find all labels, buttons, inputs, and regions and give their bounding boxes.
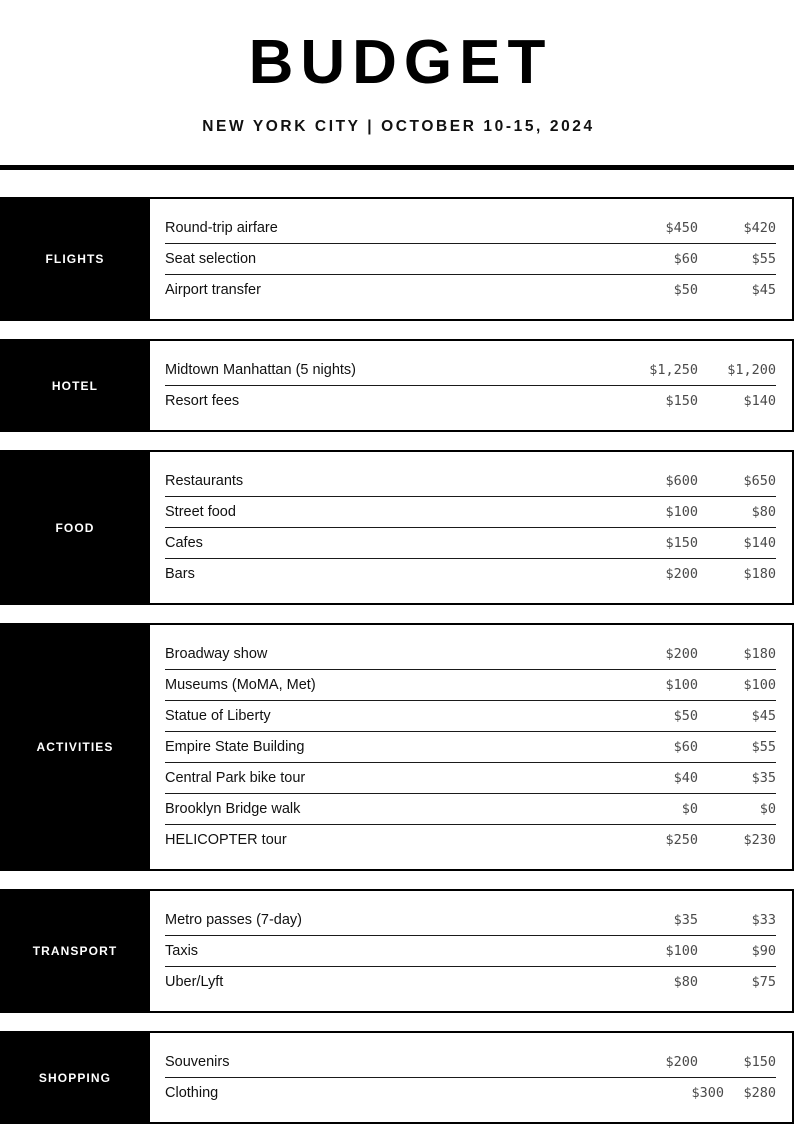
table-row (165, 825, 776, 855)
table-row (165, 701, 776, 732)
budget-section (0, 197, 794, 321)
item-budgeted-amount: $80 (673, 974, 698, 991)
table-row (165, 1047, 776, 1078)
table-row (165, 639, 776, 670)
item-actual-amount: $100 (743, 677, 776, 694)
document-subtitle: NEW YORK CITY | OCTOBER 10-15, 2024 (202, 118, 595, 136)
table-row (165, 732, 776, 763)
item-actual-amount: $35 (751, 770, 776, 787)
item-name: Seat selection (165, 251, 257, 268)
section-label: FLIGHTS (45, 252, 105, 267)
item-actual-amount: $90 (751, 943, 776, 960)
item-budgeted-amount: $1,250 (649, 362, 698, 379)
item-actual-amount: $55 (751, 251, 776, 268)
item-budgeted-amount: $40 (673, 770, 698, 787)
item-budgeted-amount: $250 (665, 832, 698, 849)
item-actual-amount: $280 (743, 1085, 776, 1102)
item-name: Metro passes (7-day) (165, 912, 302, 929)
section-label-cell (0, 889, 150, 1013)
item-budgeted-amount: $60 (673, 251, 698, 268)
item-actual-amount: $180 (743, 566, 776, 583)
item-actual-amount: $140 (743, 535, 776, 552)
section-label: SHOPPING (38, 1070, 112, 1085)
table-row (165, 670, 776, 701)
item-name: Clothing (165, 1085, 219, 1102)
item-budgeted-amount: $60 (673, 739, 698, 756)
item-name: Resort fees (165, 393, 240, 410)
item-budgeted-amount: $600 (665, 473, 698, 490)
item-name: Bars (165, 566, 195, 583)
item-budgeted-amount: $50 (673, 282, 698, 299)
table-row (165, 905, 776, 936)
table-row (165, 763, 776, 794)
section-items (150, 339, 794, 432)
budget-section (0, 450, 794, 605)
budget-sections-list (0, 170, 794, 1124)
table-row (165, 967, 776, 997)
section-items (150, 623, 794, 871)
item-name: Central Park bike tour (165, 770, 306, 787)
table-row (165, 528, 776, 559)
item-name: Cafes (165, 535, 203, 552)
item-name: Uber/Lyft (165, 974, 224, 991)
item-actual-amount: $1,200 (727, 362, 776, 379)
section-label-cell (0, 1031, 150, 1124)
item-actual-amount: $75 (751, 974, 776, 991)
item-budgeted-amount: $200 (665, 1054, 698, 1071)
item-budgeted-amount: $100 (665, 504, 698, 521)
item-budgeted-amount: $35 (673, 912, 698, 929)
page-title: BUDGET (248, 28, 553, 97)
section-label: HOTEL (51, 378, 99, 393)
item-budgeted-amount: $300 (691, 1085, 724, 1102)
item-name: Brooklyn Bridge walk (165, 801, 301, 818)
section-label: TRANSPORT (32, 944, 118, 959)
item-actual-amount: $45 (751, 708, 776, 725)
item-name: Empire State Building (165, 739, 305, 756)
item-name: Statue of Liberty (165, 708, 271, 725)
item-budgeted-amount: $100 (665, 943, 698, 960)
item-actual-amount: $230 (743, 832, 776, 849)
item-budgeted-amount: $0 (681, 801, 698, 818)
item-name: HELICOPTER tour (165, 832, 287, 849)
budget-section (0, 623, 794, 871)
item-budgeted-amount: $50 (673, 708, 698, 725)
budget-section (0, 339, 794, 432)
item-name: Midtown Manhattan (5 nights) (165, 362, 357, 379)
item-budgeted-amount: $150 (665, 535, 698, 552)
item-budgeted-amount: $100 (665, 677, 698, 694)
section-label-cell (0, 623, 150, 871)
item-name: Street food (165, 504, 236, 521)
item-name: Taxis (165, 943, 199, 960)
item-actual-amount: $180 (743, 646, 776, 663)
item-actual-amount: $45 (751, 282, 776, 299)
item-name: Airport transfer (165, 282, 261, 299)
item-budgeted-amount: $200 (665, 646, 698, 663)
table-row (165, 794, 776, 825)
table-row (165, 386, 776, 416)
table-row (165, 559, 776, 589)
item-name: Round-trip airfare (165, 220, 278, 237)
table-row (165, 213, 776, 244)
document-header (0, 0, 794, 136)
budget-section (0, 889, 794, 1013)
item-budgeted-amount: $150 (665, 393, 698, 410)
item-actual-amount: $55 (751, 739, 776, 756)
item-actual-amount: $0 (759, 801, 776, 818)
table-row (165, 1078, 776, 1108)
section-label-cell (0, 339, 150, 432)
table-row (165, 275, 776, 305)
table-row (165, 497, 776, 528)
section-items (150, 197, 794, 321)
item-actual-amount: $33 (751, 912, 776, 929)
item-actual-amount: $420 (743, 220, 776, 237)
table-row (165, 936, 776, 967)
item-budgeted-amount: $450 (665, 220, 698, 237)
item-name: Museums (MoMA, Met) (165, 677, 316, 694)
item-actual-amount: $80 (751, 504, 776, 521)
section-label: ACTIVITIES (36, 740, 114, 755)
item-actual-amount: $150 (743, 1054, 776, 1071)
table-row (165, 466, 776, 497)
section-items (150, 1031, 794, 1124)
table-row (165, 355, 776, 386)
section-label-cell (0, 197, 150, 321)
item-actual-amount: $140 (743, 393, 776, 410)
item-name: Broadway show (165, 646, 268, 663)
item-actual-amount: $650 (743, 473, 776, 490)
item-budgeted-amount: $200 (665, 566, 698, 583)
section-items (150, 450, 794, 605)
section-label: FOOD (55, 520, 95, 535)
item-name: Souvenirs (165, 1054, 230, 1071)
item-name: Restaurants (165, 473, 244, 490)
budget-section (0, 1031, 794, 1124)
section-items (150, 889, 794, 1013)
section-label-cell (0, 450, 150, 605)
table-row (165, 244, 776, 275)
